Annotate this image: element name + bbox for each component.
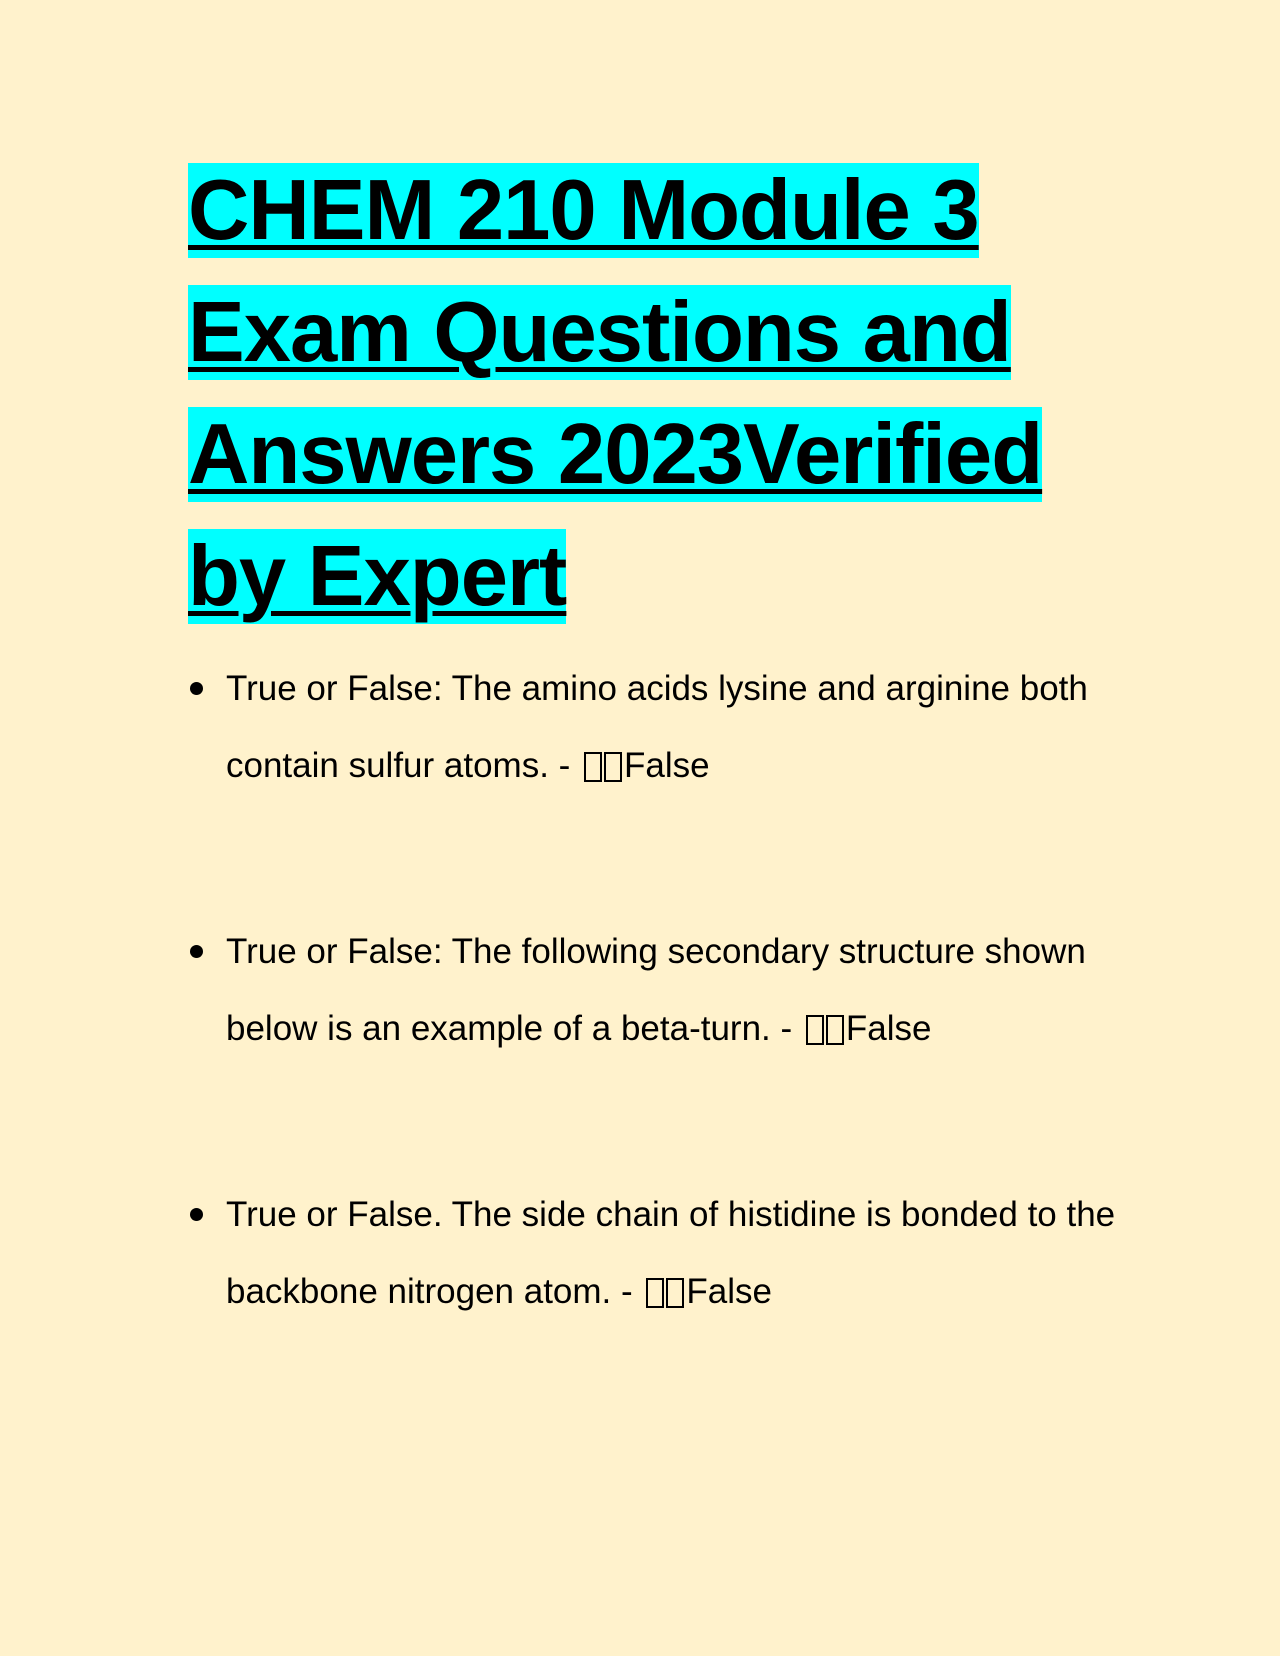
missing-glyph-box-icon — [584, 727, 624, 804]
title-line: CHEM 210 Module 3 — [188, 163, 979, 258]
title-line: Answers 2023Verified — [188, 407, 1043, 502]
missing-glyph-box-icon — [806, 990, 846, 1067]
bullet-icon — [190, 1208, 203, 1221]
question-item — [188, 650, 1148, 804]
document-title — [188, 150, 1128, 638]
question-text: True or False. The side chain of histidine is bonded to the backbone nitrogen atom. - — [226, 1195, 1116, 1311]
title-line: Exam Questions and — [188, 285, 1011, 380]
question-item — [188, 1176, 1148, 1330]
answer-text: False — [845, 1009, 932, 1048]
answer-text: False — [686, 1272, 772, 1311]
answer-text: False — [624, 746, 710, 785]
missing-glyph-box-icon — [646, 1253, 686, 1330]
bullet-icon — [190, 682, 203, 695]
question-text: True or False: The amino acids lysine and arginine both contain sulfur atoms. - — [226, 669, 1088, 785]
question-item — [188, 913, 1148, 1067]
question-text: True or False: The following secondary structure shown below is an example of a beta-turn. - — [226, 932, 1086, 1048]
question-list — [188, 650, 1148, 1439]
bullet-icon — [190, 945, 203, 958]
title-line: by Expert — [188, 529, 567, 624]
